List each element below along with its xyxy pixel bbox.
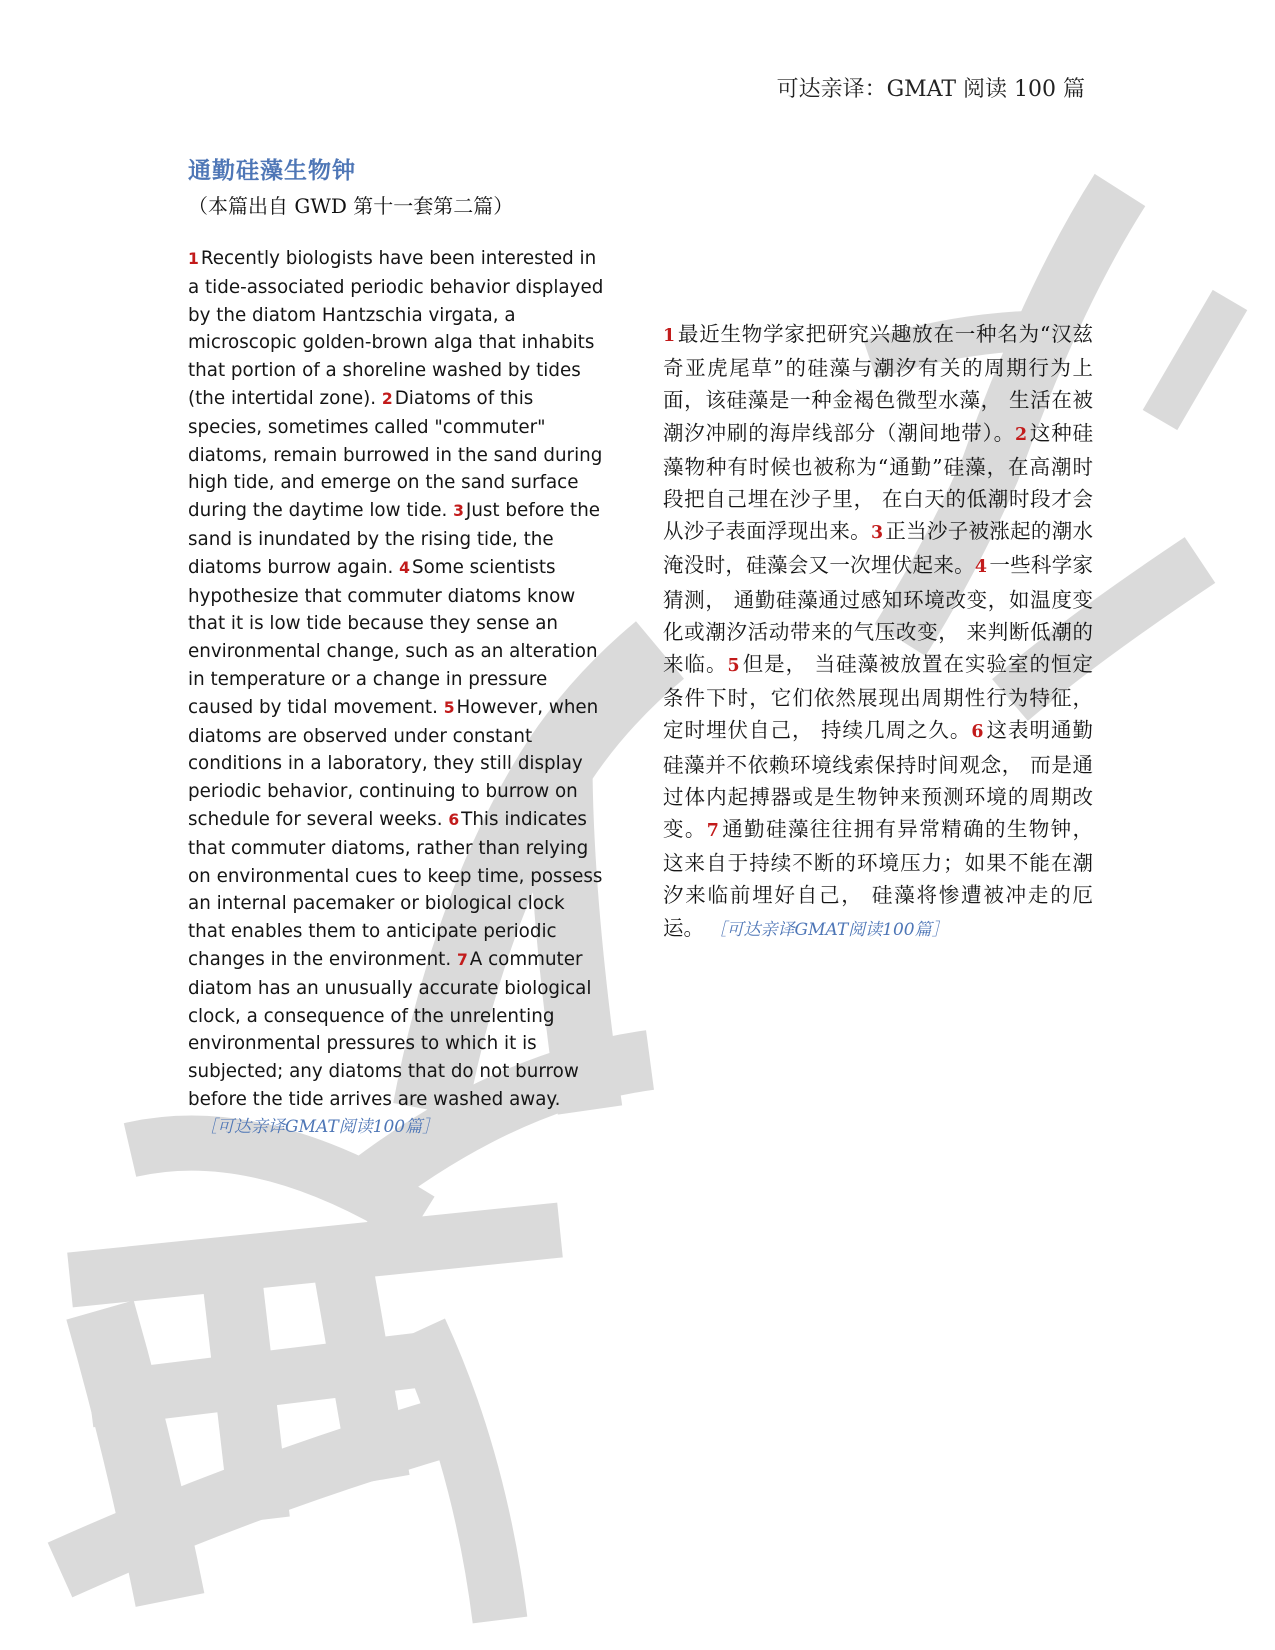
chinese-passage (663, 318, 1093, 946)
chinese-sentence: 一些科学家猜测， 通勤硅藻通过感知环境改变，如温度变化或潮汐活动带来的气压改变， 来判断低潮的来临。 (663, 553, 1093, 677)
sentence-number: 5 (443, 698, 455, 717)
page-subtitle: （本篇出自 GWD 第十一套第二篇） (188, 194, 514, 218)
sentence-number: 2 (1014, 424, 1028, 445)
english-sentence: A commuter diatom has an unusually accurate biological clock, a consequence of the unrelenting environmental pressures to which it is subjected; any diatoms that do not burrow before the tide arrives are washed away. (188, 948, 592, 1110)
english-passage (188, 245, 606, 1142)
sentence-number: 3 (870, 523, 884, 544)
chinese-source-note: ［可达亲译GMAT阅读100篇］ (718, 919, 949, 940)
english-sentence: Just before the sand is inundated by the rising tide, the diatoms burrow again. (188, 500, 601, 578)
sentence-number: 5 (727, 656, 740, 677)
chinese-sentence: 通勤硅藻往往拥有异常精确的生物钟， 这来自于持续不断的环境压力；如果不能在潮汐来临前埋好自己， 硅藻将惨遭被冲走的厄运。 (663, 817, 1094, 940)
chinese-sentence: 正当沙子被涨起的潮水淹没时，硅藻会又一次埋伏起来。 (663, 519, 1093, 578)
english-sentence: Recently biologists have been interested in a tide-associated periodic behavior displayed by the diatom Hantzschia virgata, a microscopic golden-brown alga that inhabits that portion of a shoreline washed by tides (the intertidal zone). (188, 248, 604, 409)
sentence-number: 1 (663, 326, 676, 346)
english-sentence: This indicates that commuter diatoms, rather than relying on environmental cues to keep time, possess an internal pacemaker or biological clock that enables them to anticipate periodic changes in the environment. (188, 808, 603, 970)
english-source-note: ［可达亲译GMAT阅读100篇］ (200, 1116, 440, 1137)
chinese-sentence: 最近生物学家把研究兴趣放在一种名为“汉兹奇亚虎尾草”的硅藻与潮汐有关的周期行为上面，该硅藻是一种金褐色微型水藻， 生活在被潮汐冲刷的海岸线部分（潮间地带）。 (663, 322, 1093, 445)
sentence-number: 4 (974, 557, 988, 578)
english-sentence: However, when diatoms are observed under constant conditions in a laboratory, they still display periodic behavior, continuing to burrow on schedule for several weeks. (188, 696, 599, 830)
sentence-number: 3 (453, 502, 464, 521)
chinese-sentence: 这种硅藻物种有时候也被称为“通勤”硅藻，在高潮时段把自己埋在沙子里， 在白天的低潮时段才会从沙子表面浮现出来。 (663, 420, 1094, 544)
english-sentence: Diatoms of this species, sometimes called "commuter" diatoms, remain burrowed in the sand during high tide, and emerge on the sand surface during the daytime low tide. (188, 387, 603, 522)
chinese-sentence: 这表明通勤硅藻并不依赖环境线索保持时间观念， 而是通过体内起搏器或是生物钟来预测环境的周期改变。 (663, 718, 1094, 842)
page-title: 通勤硅藻生物钟 (188, 158, 356, 184)
sentence-number: 1 (188, 250, 199, 268)
sentence-number: 7 (456, 950, 468, 969)
sentence-number: 6 (971, 722, 984, 743)
page-header: 可达亲译：GMAT 阅读 100 篇 (776, 77, 1085, 102)
sentence-number: 2 (381, 389, 393, 408)
english-sentence: Some scientists hypothesize that commuter diatoms know that it is low tide because they sense an environmental change, such as an alteration in temperature or a change in pressure caused by tidal movement. (188, 556, 598, 718)
chinese-sentence: 但是， 当硅藻被放置在实验室的恒定条件下时，它们依然展现出周期性行为特征， 定时埋伏自己， 持续几周之久。 (663, 652, 1094, 743)
sentence-number: 6 (448, 810, 460, 829)
sentence-number: 4 (399, 558, 410, 577)
sentence-number: 7 (706, 821, 719, 842)
